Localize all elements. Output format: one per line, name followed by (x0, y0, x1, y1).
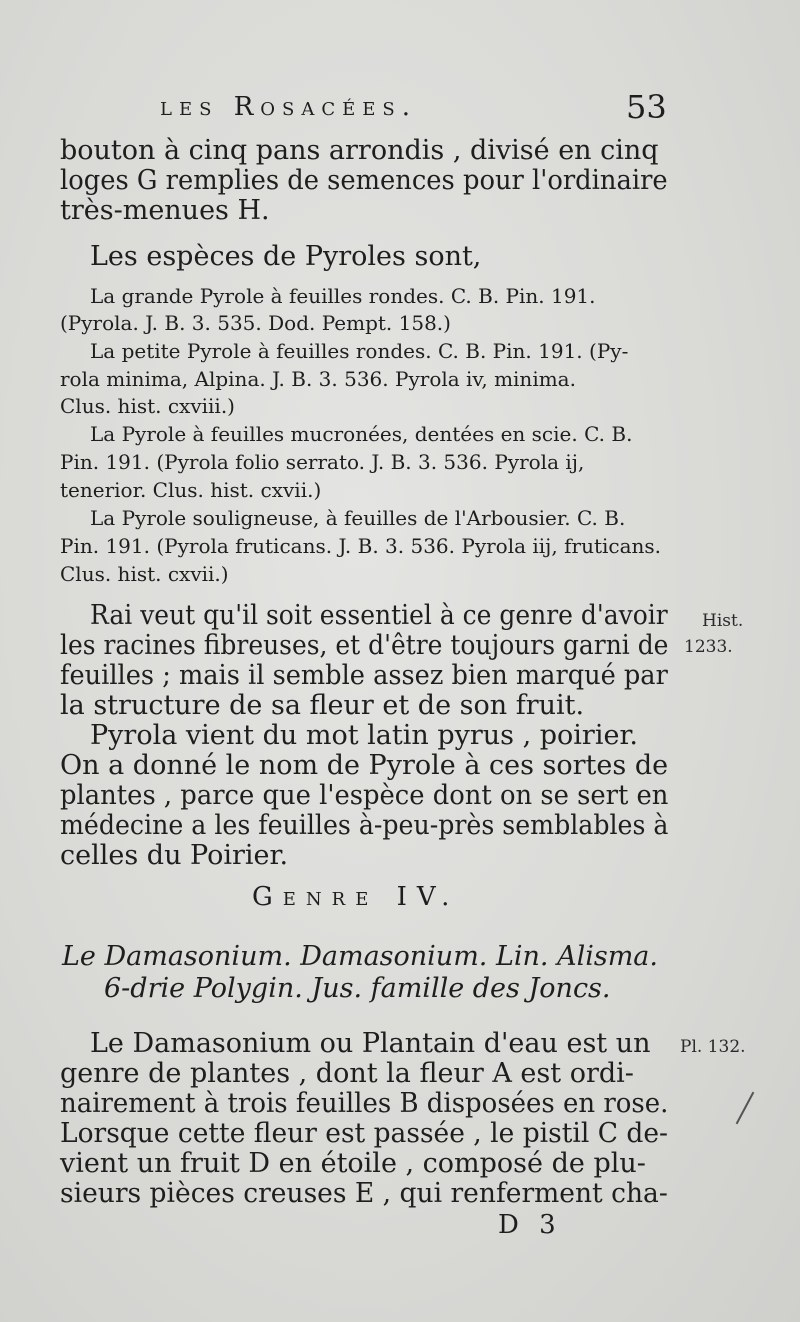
species-line: La Pyrole souligneuse, à feuilles de l'Arbousier. C. B. (90, 506, 626, 530)
text-line: très-menues H. (60, 195, 270, 226)
text-line: vient un fruit D en étoile , composé de plu- (60, 1148, 646, 1179)
margin-note-plate: Pl. 132. (680, 1037, 746, 1057)
species-line: La petite Pyrole à feuilles rondes. C. B. Pin. 191. (Py- (90, 339, 629, 363)
species-line: tenerior. Clus. hist. cxvii.) (60, 478, 322, 502)
species-line: Pin. 191. (Pyrola folio serrato. J. B. 3. 536. Pyrola ij, (60, 450, 585, 474)
species-line: (Pyrola. J. B. 3. 535. Dod. Pempt. 158.) (60, 311, 451, 335)
text-line: Pyrola vient du mot latin pyrus , poirier. (90, 720, 638, 751)
text-line: la structure de sa fleur et de son fruit. (60, 690, 585, 721)
text-line: nairement à trois feuilles B disposées en rose. (60, 1088, 669, 1119)
running-title: les Rosacées. (160, 92, 417, 122)
genus-title: Le Damasonium. Damasonium. Lin. Alisma. (62, 941, 658, 972)
text-line: sieurs pièces creuses E , qui renferment cha- (60, 1178, 668, 1209)
margin-note-number: 1233. (684, 637, 733, 657)
text-line: loges G remplies de semences pour l'ordinaire (60, 165, 668, 196)
genre-heading: Genre IV. (252, 882, 460, 912)
genus-subtitle: 6-drie Polygin. Jus. famille des Joncs. (104, 973, 611, 1004)
margin-note-hist: Hist. (702, 611, 744, 631)
text-line: médecine a les feuilles à-peu-près semblables à (60, 810, 669, 841)
text-line: Le Damasonium ou Plantain d'eau est un (90, 1028, 651, 1059)
species-line: La Pyrole à feuilles mucronées, dentées en scie. C. B. (90, 422, 633, 446)
text-line: Rai veut qu'il soit essentiel à ce genre d'avoir (90, 600, 668, 631)
species-line: Clus. hist. cxviii.) (60, 394, 235, 418)
text-line: bouton à cinq pans arrondis , divisé en cinq (60, 135, 659, 166)
text-line: feuilles ; mais il semble assez bien marqué par (60, 660, 668, 691)
species-heading: Les espèces de Pyroles sont, (90, 241, 482, 272)
signature-mark: D 3 (498, 1210, 562, 1240)
species-line: La grande Pyrole à feuilles rondes. C. B. Pin. 191. (90, 284, 596, 308)
text-line: les racines fibreuses, et d'être toujours garni de (60, 630, 669, 661)
text-line: plantes , parce que l'espèce dont on se sert en (60, 780, 669, 811)
species-line: rola minima, Alpina. J. B. 3. 536. Pyrola iv, minima. (60, 367, 576, 391)
text-line: Lorsque cette fleur est passée , le pistil C de- (60, 1118, 669, 1149)
pencil-mark (736, 1092, 755, 1125)
species-line: Clus. hist. cxvii.) (60, 562, 229, 586)
page-number: 53 (626, 88, 667, 126)
species-line: Pin. 191. (Pyrola fruticans. J. B. 3. 536. Pyrola iij, fruticans. (60, 534, 662, 558)
text-line: celles du Poirier. (60, 840, 289, 871)
text-line: On a donné le nom de Pyrole à ces sortes de (60, 750, 669, 781)
text-line: genre de plantes , dont la fleur A est ordi- (60, 1058, 634, 1089)
